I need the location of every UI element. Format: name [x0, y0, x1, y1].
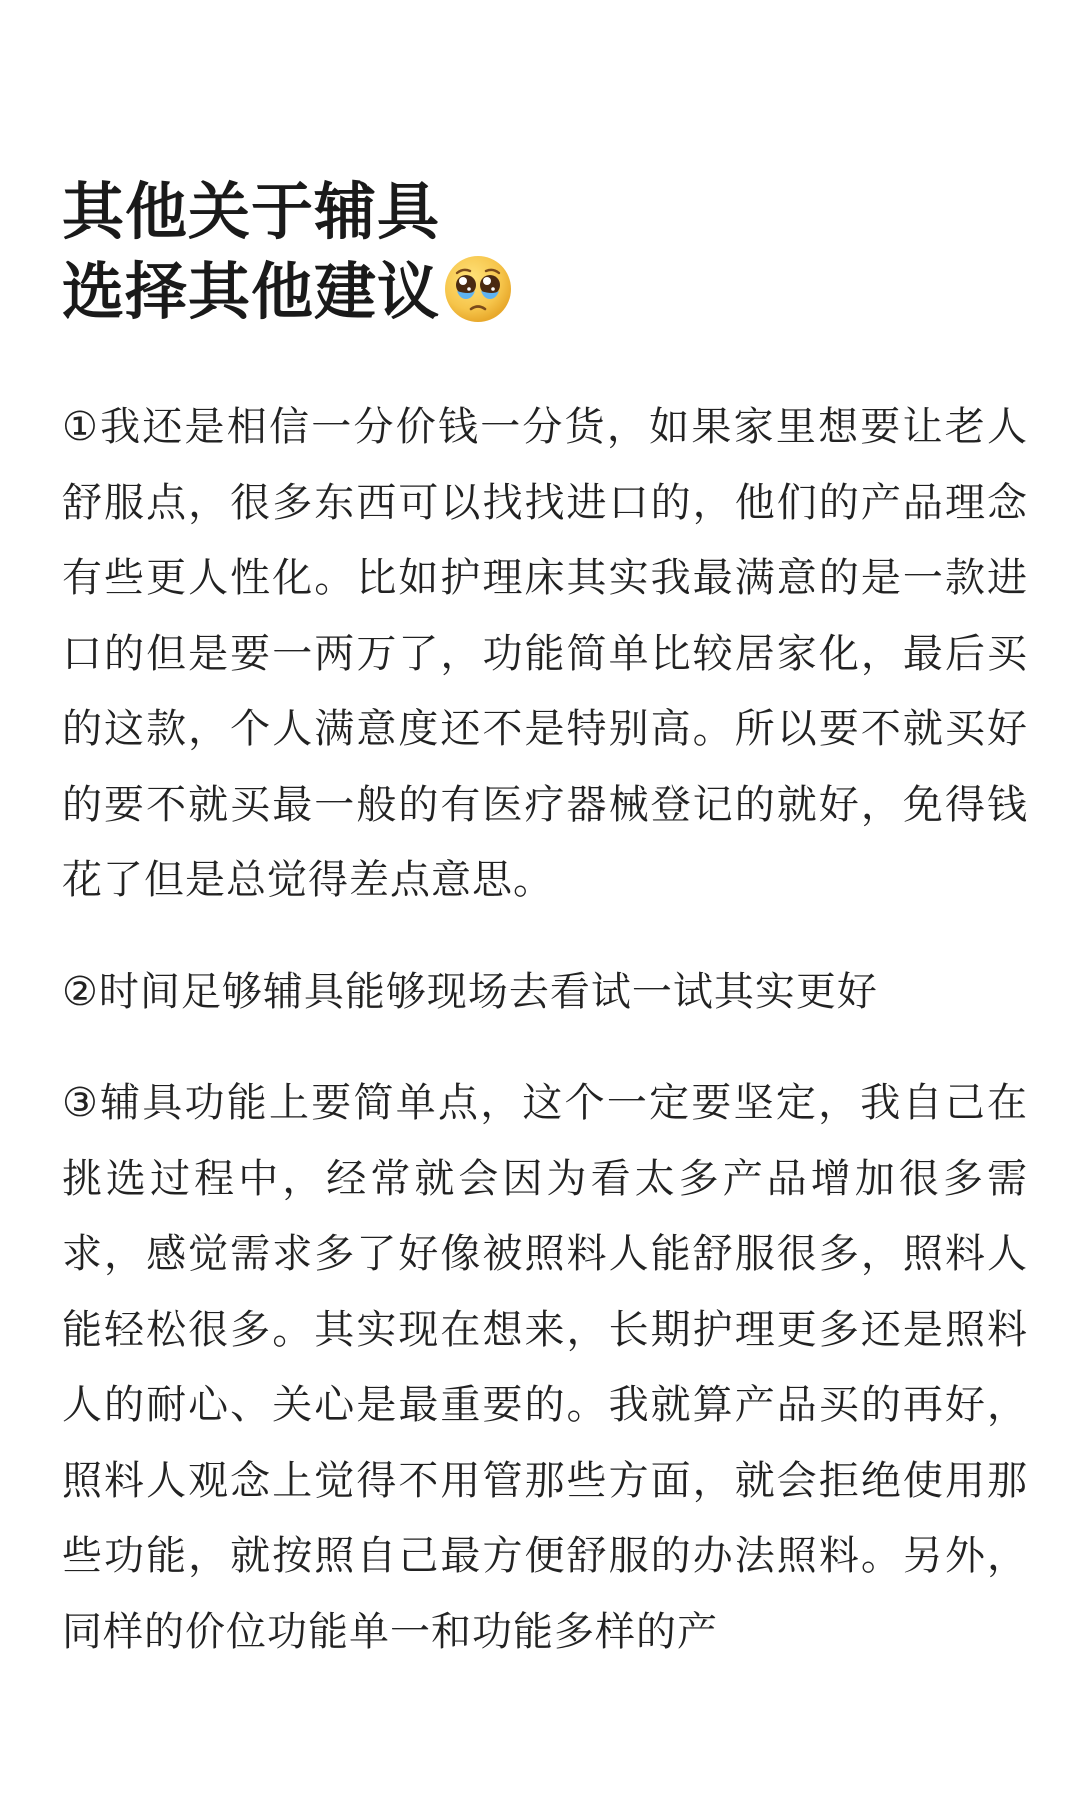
title-line-1: 其他关于辅具 — [62, 175, 441, 248]
pleading-face-with-tears-icon — [442, 253, 514, 325]
title-line-2 — [62, 252, 1022, 332]
page-title — [62, 172, 1022, 332]
title-line-2-text: 选择其他建议 — [62, 255, 441, 328]
paragraph-1: ①我还是相信一分价钱一分货，如果家里想要让老人舒服点，很多东西可以找找进口的，他们的产品理念有些更人性化。比如护理床其实我最满意的是一款进口的但是要一两万了，功能简单比较居家化，最后买的这款，个人满意度还不是特别高。所以要不就买好的要不就买最一般的有医疗器械登记的就好，免得钱花了但是总觉得差点意思。 — [62, 404, 1028, 903]
note-body — [62, 390, 1028, 1670]
paragraph-3: ③辅具功能上要简单点，这个一定要坚定，我自己在挑选过程中，经常就会因为看太多产品增加很多需求，感觉需求多了好像被照料人能舒服很多，照料人能轻松很多。其实现在想来，长期护理更多还是照料人的耐心、关心是最重要的。我就算产品买的再好，照料人观念上觉得不用管那些方面，就会拒绝使用那些功能，就按照自己最方便舒服的办法照料。另外，同样的价位功能单一和功能多样的产 — [62, 1080, 1028, 1655]
paragraph-2: ②时间足够辅具能够现场去看试一试其实更好 — [62, 968, 878, 1015]
